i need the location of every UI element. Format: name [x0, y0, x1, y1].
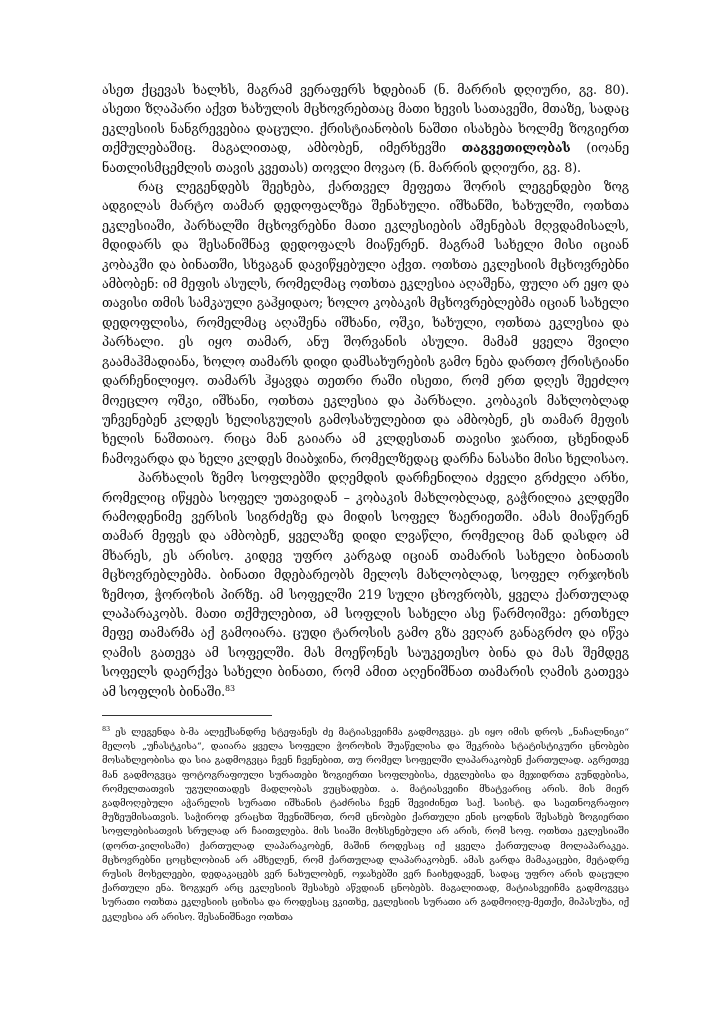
- paragraph-3-text: პარხალის ზემო სოფლებში დღემდის დარჩენილია ძველი გრძელი არხი, რომელიც იწყება სოფელ უთავიდან – კობაკის მახლობლად, გაჭრილია კლდეში რამოდენიმე ვერსის სიგრძეზე და მიდის სოფელ ზაერიეთში. ამას მიაწერენ თამარ მეფეს და ამბობენ, ყველაზე დიდი ლვაწლი, რომელიც მან დასდო ამ მხარეს, ეს არისო. კიდევ უფრო კარგად იციან თამარის სახელი ბინათის მცხოვრებლებმა. ბინათი მდებარეობს მელოს მახლობლად, სოფელ ორჯოხის ზემოთ, ჭოროხის პირზე. ამ სოფელში 219 სული ცხოვრობს, ყველა ქართულად ლაპარაკობს. მათი თქმულებით, ამ სოფლის სახელი ასე წარმოიშვა: ერთხელ მეფე თამარმა აქ გამოიარა. ცუდი ტაროსის გამო გზა ვეღარ განაგრძო და იწვა ღამის გათევა ამ სოფელში. მას მოეწონეს საუკეთესო ბინა და მას შემდეგ სოფელს დაერქვა სახელი ბინათი, რომ ამით აღენიშნათ თამარის ღამის გათევა ამ სოფლის ბინაში.: [102, 470, 629, 699]
- paragraph-1-text-b: (იოანე ნათლისმცემლის თავის კვეთას) თოვლი მოვაო (ნ. მარრის დღიური, გვ. 8).: [102, 140, 630, 175]
- footnote-reference[interactable]: 83: [225, 683, 235, 693]
- footnote-marker: 83: [102, 724, 111, 733]
- footnote-divider: [102, 715, 272, 716]
- bold-term: თაგვეთილობას: [461, 140, 571, 156]
- footnote-text: ეს ლეგენდა ბ-მა ალექსანდრე სტეფანეს ძე მატიასვეიჩმა გადმოგვცა. ეს იყო იმის დროს „ნაჩალნიკი“ მელოს „უჩასტკისა“, დაიარა ყველა სოფელი ჭოროხის შუაწელისა და შეკრიბა სტატისტიკური ცნობები მოსახლეობისა და სია გადმოგვცა ჩვენ ჩვენებით, თუ რომელ სოფელში ლაპარაკობენ ქართულად. აგრეთვე მან გადმოგვცა ფოტოგრაფიული სურათები ზოგიერთი სოფლებისა, ძეგლებისა და მეჯიდრთა გუნდებისა, რომელთათვის უგულითადეს მადლობას ვუცხადებთ. ა. მატიასვეიჩი მხატვარიც არის. მის მიერ გადმოღებული აჭარელის სურათი იშხანის ტაძრისა ჩვენ შევიძინეთ საქ. საისტ. და საეთნოგრაფიო მუზეუმისათვის. საჭიროდ ვრაცხთ შევნიშნოთ, რომ ცნობები ქართული ენის ცოდნის შესახებ ზოგიერთი სოფლებისათვის სრულად არ ჩაითვლება. მის სიაში მოხსენებული არ არის, რომ სოფ. ოთხთა ეკლესიაში (დორთ-კილისაში) ქართულად ლაპარაკობენ, მაშინ როდესაც იქ ყველა ქართულად მოლაპარაკეა. მცხოვრებნი ცოცხლობიან არ ამხელენ, რომ ქართულად ლაპარაკობენ. ამას გარდა მამაკაცები, მეტადრე რუსის მოხელეები, დედაკაცებს ვერ ნახულობენ, ოჯახებში ვერ ჩაიხედავენ, სადაც უფრო არის დაცული ქართული ენა. ზოგჯერ არც ეკლესიის შესახებ აწვდიან ცნობებს. მაგალითად, მატიასვეიჩმა გადმოგვცა სურათი ოთხთა ეკლესიის ციხისა და როდესაც ვკითხე, ეკლესიის სურათი არ გადმოიღე-მეთქი, მიპასუხა, იქ ეკლესია არ არისო. შესანიშნავი ოთხთა: [102, 727, 629, 923]
- footnote: [102, 726, 629, 925]
- paragraph-2: რაც ლეგენდებს შეეხება, ქართველ მეფეთა შორის ლეგენდები ზოგ ადგილას მარტო თამარ დედოფალზეა შენახული. იშხანში, ხახულში, ოთხთა ეკლესიაში, პარხალში მცხოვრებნი მათი ეკლესიების აშენებას მღვდამისალს, მდიდარს და შესანიშნავ დედოფალს მიაწერენ. მაგრამ სახელი მისი იციან კობაკში და ბინათში, სხვაგან დავიწყებული აქვთ. ოთხთა ეკლესიის მცხოვრებნი ამბობენ: იმ მეფის ასულს, რომელმაც ოთხთა ეკლესია აღაშენა, ფული არ ეყო და თავისი თმის სამკაული გაჰყიდაო; ხოლო კობაკის მცხოვრებლებმა იციან სახელი დედოფლისა, რომელმაც აღაშენა იშხანი, ოშკი, ხახული, ოთხთა ეკლესია და პარხალი. ეს იყო თამარ, ანუ შორვანის ასული. მამამ ყველა შვილი გაამაჰმადიანა, ხოლო თამარს დიდი დამსახურების გამო ნება დართო ქრისტიანი დარჩენილიყო. თამარს ჰყავდა თეთრი რაში ისეთი, რომ ერთ დღეს შეეძლო მოეცლო ოშკი, იშხანი, ოთხთა ეკლესია და პარხალი. კობაკის მახლობლად უჩვენებენ კლდეს ხელისგულის გამოსახულებით და ამბობენ, ეს თამარ მეფის ხელის ნაშთიაო. რიცა მან გაიარა ამ კლდესთან თავისი ჯარით, ცხენიდან ჩამოვარდა და ხელი კლდეს მიაბჯინა, რომელზედაც დარჩა ნასახი მისი ხელისაო.: [102, 179, 629, 466]
- paragraph-3: [102, 468, 629, 701]
- document-page: [102, 80, 629, 925]
- paragraph-1: [102, 80, 629, 177]
- paragraph-1-text-a: ასეთ ქცევას ხალხს, მაგრამ ვერაფერს ხდებიან (ნ. მარრის დღიური, გვ. 80). ასეთი ზღაპარი აქვთ ხახულის მცხოვრებთაც მათი ხევის სათავეში, მთაზე, სადაც ეკლესიის ნანგრევებია დაცული. ქრისტიანობის ნაშთი ისახება ხოლმე ზოგიერთ თქმულებაშიც. მაგალითად, ამბობენ, იმერხევში: [102, 82, 629, 156]
